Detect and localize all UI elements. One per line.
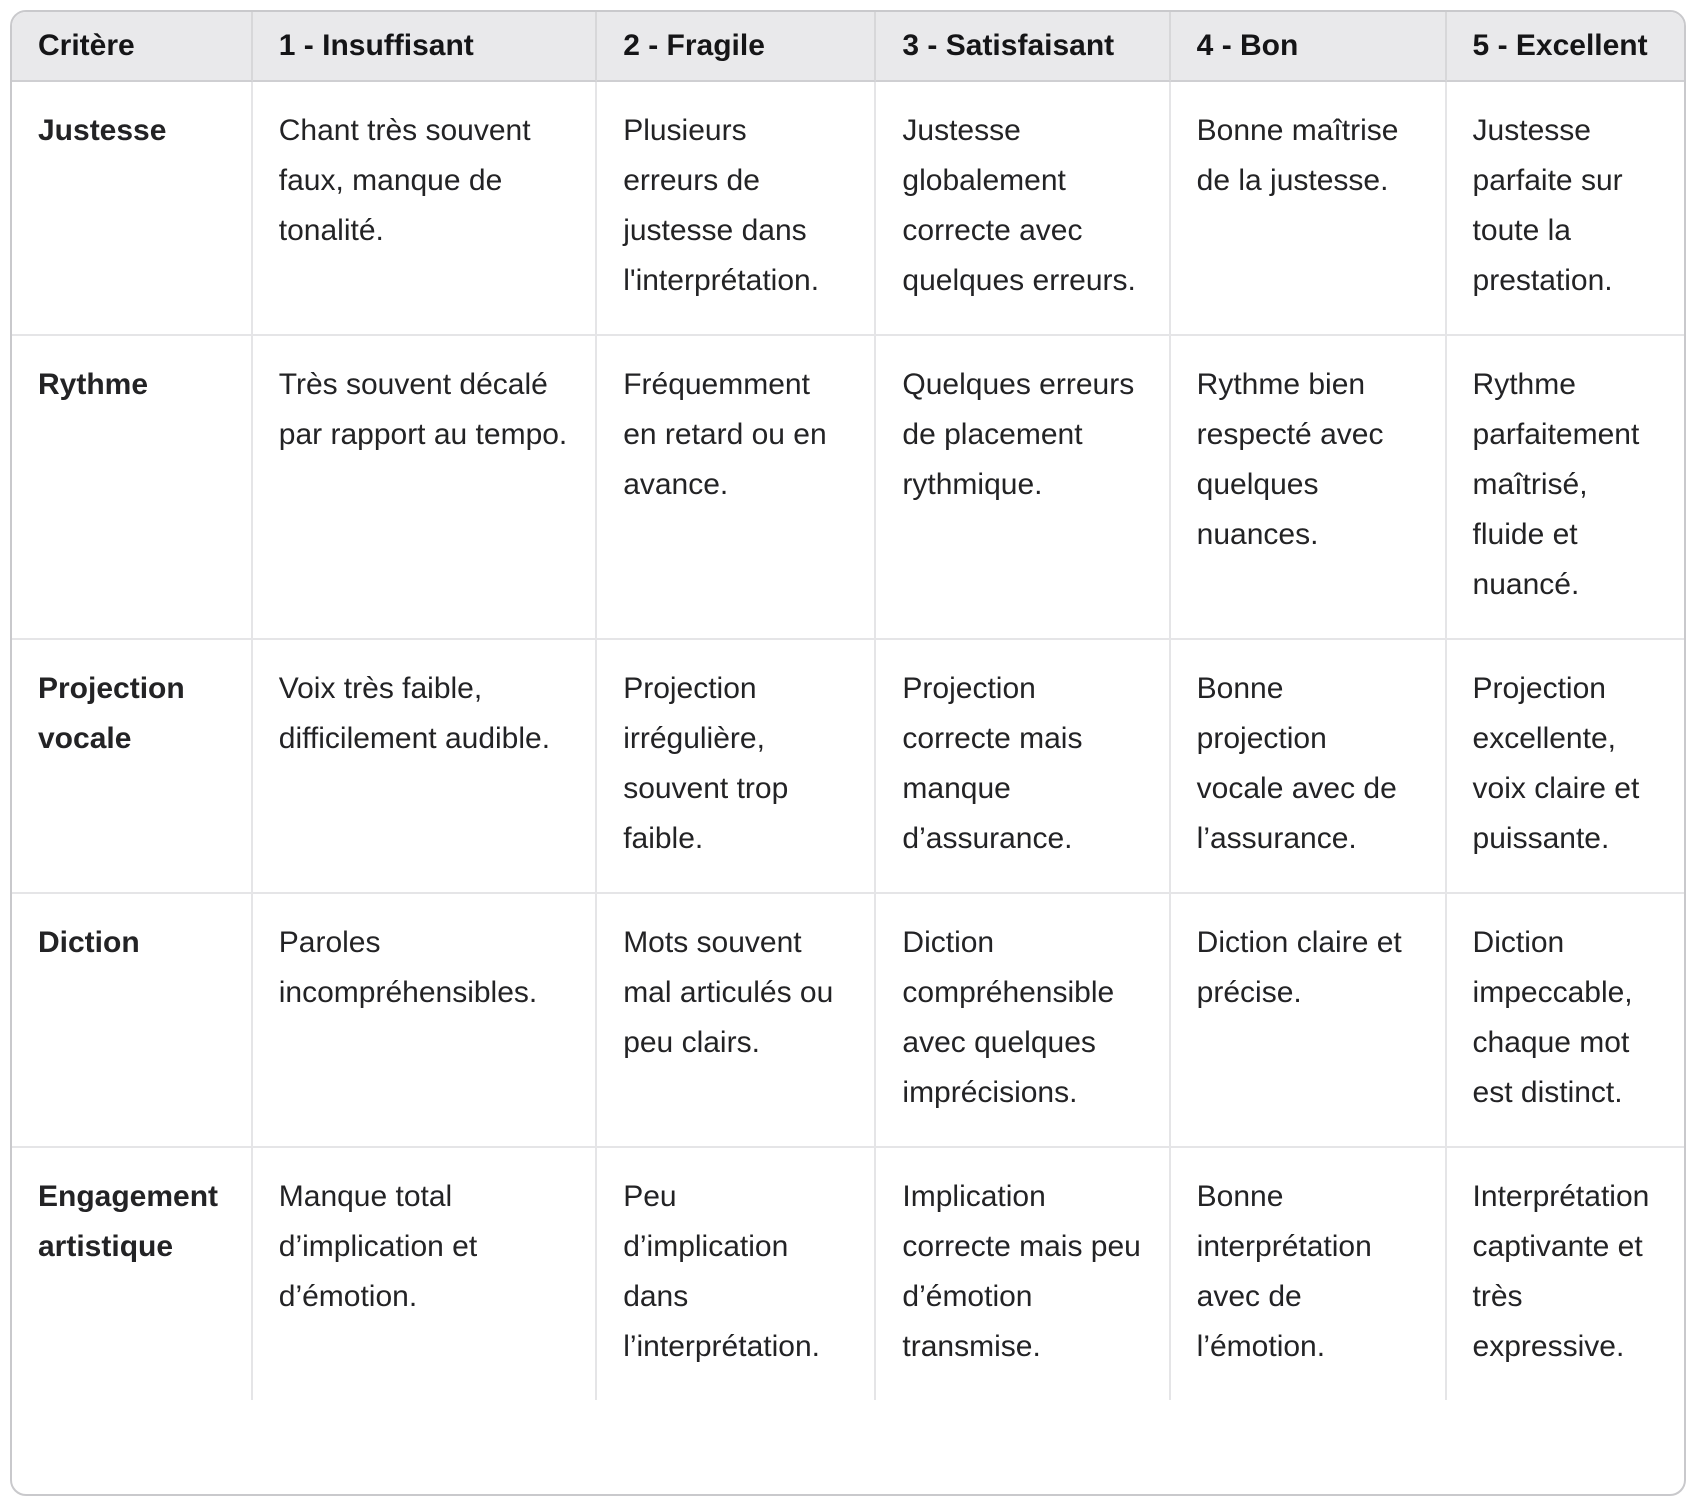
table-body (12, 82, 1684, 1400)
cell-diction-level-4: Diction claire et précise. (1171, 894, 1447, 1148)
criterion-label: Projection vocale (12, 640, 253, 894)
cell-projection-level-3: Projection correcte mais manque d’assurance. (876, 640, 1170, 894)
cell-justesse-level-2: Plusieurs erreurs de justesse dans l'interprétation. (597, 82, 876, 336)
table-row-justesse (12, 82, 1684, 336)
cell-projection-level-4: Bonne projection vocale avec de l’assurance. (1171, 640, 1447, 894)
header-cell-excellent: 5 - Excellent (1447, 12, 1684, 82)
cell-rythme-level-4: Rythme bien respecté avec quelques nuances. (1171, 336, 1447, 640)
cell-justesse-level-4: Bonne maîtrise de la justesse. (1171, 82, 1447, 336)
rubric-table (12, 12, 1684, 1400)
table-header (12, 12, 1684, 82)
table-row-engagement-artistique (12, 1148, 1684, 1400)
cell-engagement-level-5: Interprétation captivante et très expressive. (1447, 1148, 1684, 1400)
header-cell-critere: Critère (12, 12, 253, 82)
criterion-label: Diction (12, 894, 253, 1148)
table-row-diction (12, 894, 1684, 1148)
cell-diction-level-5: Diction impeccable, chaque mot est distinct. (1447, 894, 1684, 1148)
cell-rythme-level-1: Très souvent décalé par rapport au tempo. (253, 336, 597, 640)
cell-engagement-level-1: Manque total d’implication et d’émotion. (253, 1148, 597, 1400)
criterion-label: Justesse (12, 82, 253, 336)
table-row-rythme (12, 336, 1684, 640)
header-cell-bon: 4 - Bon (1171, 12, 1447, 82)
cell-engagement-level-2: Peu d’implication dans l’interprétation. (597, 1148, 876, 1400)
cell-justesse-level-3: Justesse globalement correcte avec quelques erreurs. (876, 82, 1170, 336)
header-cell-fragile: 2 - Fragile (597, 12, 876, 82)
header-cell-satisfaisant: 3 - Satisfaisant (876, 12, 1170, 82)
cell-rythme-level-3: Quelques erreurs de placement rythmique. (876, 336, 1170, 640)
cell-justesse-level-1: Chant très souvent faux, manque de tonalité. (253, 82, 597, 336)
table-row-projection-vocale (12, 640, 1684, 894)
cell-projection-level-2: Projection irrégulière, souvent trop faible. (597, 640, 876, 894)
cell-engagement-level-4: Bonne interprétation avec de l’émotion. (1171, 1148, 1447, 1400)
cell-diction-level-3: Diction compréhensible avec quelques imprécisions. (876, 894, 1170, 1148)
cell-engagement-level-3: Implication correcte mais peu d’émotion transmise. (876, 1148, 1170, 1400)
header-cell-insuffisant: 1 - Insuffisant (253, 12, 597, 82)
rubric-table-frame (10, 10, 1686, 1496)
cell-justesse-level-5: Justesse parfaite sur toute la prestation. (1447, 82, 1684, 336)
header-row (12, 12, 1684, 82)
criterion-label: Engagement artistique (12, 1148, 253, 1400)
cell-rythme-level-2: Fréquemment en retard ou en avance. (597, 336, 876, 640)
cell-diction-level-1: Paroles incompréhensibles. (253, 894, 597, 1148)
cell-projection-level-1: Voix très faible, difficilement audible. (253, 640, 597, 894)
cell-diction-level-2: Mots souvent mal articulés ou peu clairs. (597, 894, 876, 1148)
cell-projection-level-5: Projection excellente, voix claire et puissante. (1447, 640, 1684, 894)
cell-rythme-level-5: Rythme parfaitement maîtrisé, fluide et nuancé. (1447, 336, 1684, 640)
criterion-label: Rythme (12, 336, 253, 640)
